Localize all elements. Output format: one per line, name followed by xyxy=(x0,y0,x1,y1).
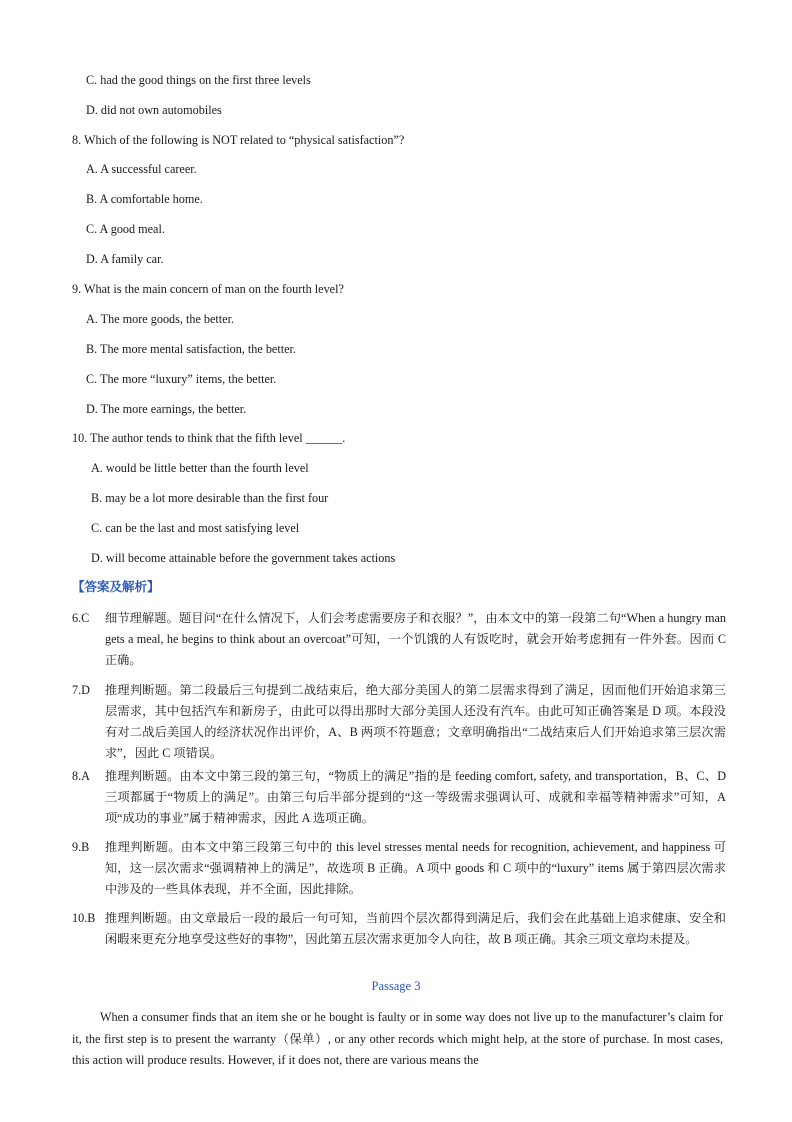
answer-label: 10.B xyxy=(72,911,96,925)
answer-label: 7.D xyxy=(72,683,90,697)
q9-option-c: C. The more “luxury” items, the better. xyxy=(86,372,277,386)
answer-text: 细节理解题。题目问“在什么情况下，人们会考虑需要房子和衣服？”，由本文中的第一段第二句“When a hungry man gets a meal, he begins to think about an overcoat”可知，一个饥饿的人有饭吃时，就会开始考虑拥有一件外套。因而 C 正确。 xyxy=(105,611,726,667)
answer-7 xyxy=(72,680,726,764)
answer-10 xyxy=(72,908,726,950)
q10-option-d: D. will become attainable before the government takes actions xyxy=(91,551,396,565)
answer-label: 8.A xyxy=(72,769,90,783)
q10-option-a: A. would be little better than the fourth level xyxy=(91,461,309,475)
q9-option-b: B. The more mental satisfaction, the better. xyxy=(86,342,296,356)
passage-title: Passage 3 xyxy=(371,979,421,993)
answer-6 xyxy=(72,608,726,671)
answer-text: 推理判断题。由本文中第三段第三句中的 this level stresses mental needs for recognition, achievement, and happiness 可知，这一层次需求“强调精神上的满足”，故选项 B 正确。A 项中 goods 和 C 项中的“luxury” items 属于第四层次需求中涉及的一些具体表现，并不全面，因此排除。 xyxy=(105,840,726,896)
answers-heading: 【答案及解析】 xyxy=(72,580,160,594)
q10-stem: 10. The author tends to think that the fifth level ______. xyxy=(72,431,346,445)
passage-paragraph: When a consumer finds that an item she or he bought is faulty or in some way does not live up to the manufacturer’s claim for it, the first step is to present the warranty（保单）, or any other records which might help, at the store of purchase. In most cases, this action will produce results. However, if it does not, there are various means the xyxy=(72,1010,723,1067)
q8-option-a: A. A successful career. xyxy=(86,162,197,176)
answer-text: 推理判断题。由本文中第三段的第三句，“物质上的满足”指的是 feeding comfort, safety, and transportation，B、C、D 三项都属于“物质上的满足”。由第三句后半部分提到的“这一等级需求强调认可、成就和幸福等精神需求”可知，A 项“成功的事业”属于精神需求，因此 A 选项正确。 xyxy=(105,769,726,825)
q10-option-c: C. can be the last and most satisfying level xyxy=(91,521,300,535)
answer-8 xyxy=(72,766,726,829)
answer-label: 9.B xyxy=(72,840,90,854)
answer-text: 推理判断题。第二段最后三句提到二战结束后，绝大部分美国人的第二层需求得到了满足，因而他们开始追求第三层需求，其中包括汽车和新房子，由此可以得出那时大部分美国人还没有汽车。由此可知正确答案是 D 项。本段没有对二战后美国人的经济状况作出评价，A、B 两项不符题意；文章明确指出“二战结束后人们开始追求第三层次需求”，因此 C 项错误。 xyxy=(105,683,726,760)
q7-option-c: C. had the good things on the first three levels xyxy=(86,73,311,87)
q8-option-b: B. A comfortable home. xyxy=(86,192,203,206)
q7-option-d: D. did not own automobiles xyxy=(86,103,222,117)
q8-stem: 8. Which of the following is NOT related to “physical satisfaction”? xyxy=(72,133,405,147)
answer-text: 推理判断题。由文章最后一段的最后一句可知，当前四个层次都得到满足后，我们会在此基础上追求健康、安全和闲暇来更充分地享受这些好的事物”，因此第五层次需求更加令人向往，故 B 项正确。其余三项文章均未提及。 xyxy=(105,911,726,946)
answer-9 xyxy=(72,837,726,900)
answer-label: 6.C xyxy=(72,611,90,625)
q8-option-d: D. A family car. xyxy=(86,252,164,266)
q10-option-b: B. may be a lot more desirable than the first four xyxy=(91,491,329,505)
q9-stem: 9. What is the main concern of man on the fourth level? xyxy=(72,282,344,296)
q9-option-d: D. The more earnings, the better. xyxy=(86,402,247,416)
q9-option-a: A. The more goods, the better. xyxy=(86,312,235,326)
q8-option-c: C. A good meal. xyxy=(86,222,165,236)
